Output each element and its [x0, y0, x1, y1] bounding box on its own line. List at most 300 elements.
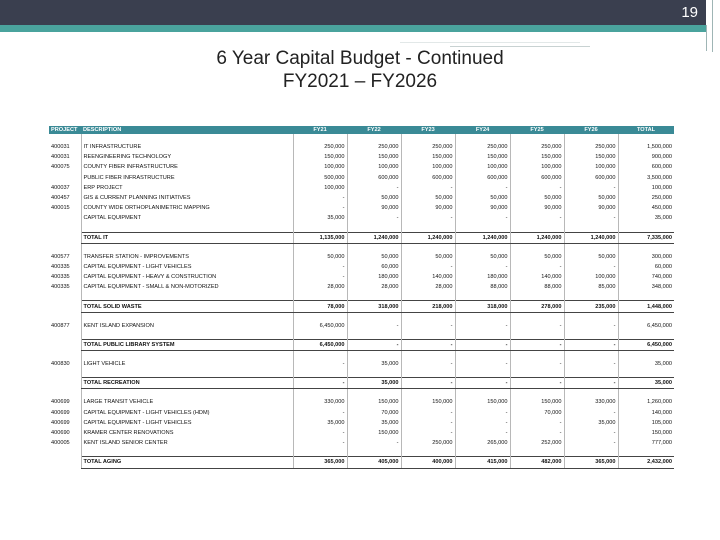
table-cell	[455, 312, 510, 321]
table-row	[49, 262, 674, 272]
amount-cell: 600,000	[347, 173, 401, 183]
table-cell	[401, 369, 455, 378]
project-code-cell	[49, 301, 81, 312]
table-cell	[49, 389, 81, 398]
table-cell	[564, 369, 618, 378]
total-cell: 1,448,000	[618, 301, 674, 312]
amount-cell: 1,240,000	[455, 232, 510, 243]
amount-cell: 90,000	[401, 203, 455, 213]
amount-cell: 88,000	[510, 282, 564, 292]
amount-cell: 100,000	[293, 183, 347, 193]
amount-cell: 150,000	[455, 397, 510, 407]
title-line-1: 6 Year Capital Budget - Continued	[216, 48, 504, 69]
amount-cell: -	[510, 321, 564, 331]
description-cell: TRANSFER STATION - IMPROVEMENTS	[81, 252, 293, 262]
description-cell: KENT ISLAND SENIOR CENTER	[81, 438, 293, 448]
project-code-cell: 400015	[51, 205, 70, 212]
amount-cell: 1,240,000	[347, 232, 401, 243]
table-cell	[81, 134, 293, 142]
header-fy23: FY23	[401, 126, 455, 134]
amount-cell: -	[564, 262, 618, 272]
amount-cell: 150,000	[293, 152, 347, 162]
page-number: 19	[681, 4, 698, 21]
amount-cell: 150,000	[347, 152, 401, 162]
amount-cell: -	[510, 183, 564, 193]
amount-cell: -	[293, 438, 347, 448]
amount-cell: 250,000	[401, 142, 455, 152]
description-cell: COUNTY FIBER INFRASTRUCTURE	[81, 162, 293, 172]
amount-cell: 218,000	[401, 301, 455, 312]
table-cell	[81, 224, 293, 233]
total-cell: 1,260,000	[618, 397, 674, 407]
total-cell: 105,000	[618, 418, 674, 428]
amount-cell: 400,000	[401, 457, 455, 468]
table-cell	[564, 312, 618, 321]
amount-cell: 50,000	[510, 193, 564, 203]
project-code-cell	[49, 173, 81, 183]
table-cell	[49, 351, 81, 360]
amount-cell: 35,000	[564, 418, 618, 428]
table-cell	[455, 243, 510, 252]
table-cell	[293, 351, 347, 360]
table-cell	[81, 243, 293, 252]
table-cell	[618, 224, 674, 233]
table-cell	[510, 224, 564, 233]
table-cell	[347, 351, 401, 360]
amount-cell: -	[347, 183, 401, 193]
description-cell: PUBLIC FIBER INFRASTRUCTURE	[81, 173, 293, 183]
amount-cell: 35,000	[293, 418, 347, 428]
amount-cell: 50,000	[401, 252, 455, 262]
project-code-cell: 400690	[51, 430, 70, 437]
description-cell: LARGE TRANSIT VEHICLE	[81, 397, 293, 407]
table-cell	[347, 448, 401, 457]
description-cell: TOTAL PUBLIC LIBRARY SYSTEM	[81, 339, 293, 350]
amount-cell: -	[455, 183, 510, 193]
table-row	[49, 408, 674, 418]
amount-cell: 250,000	[510, 142, 564, 152]
table-cell	[455, 369, 510, 378]
description-cell: IT INFRASTRUCTURE	[81, 142, 293, 152]
table-cell	[49, 243, 81, 252]
amount-cell: 50,000	[293, 252, 347, 262]
amount-cell: 90,000	[510, 203, 564, 213]
total-cell: 2,432,000	[618, 457, 674, 468]
table-cell	[455, 448, 510, 457]
amount-cell: -	[455, 213, 510, 223]
amount-cell: 35,000	[347, 418, 401, 428]
project-code-cell: 400877	[51, 322, 70, 329]
description-cell: CAPITAL EQUIPMENT - SMALL & NON-MOTORIZED	[81, 282, 293, 292]
project-code-cell: 400335	[51, 284, 70, 291]
amount-cell: 252,000	[510, 438, 564, 448]
table-cell	[618, 243, 674, 252]
amount-cell: -	[510, 428, 564, 438]
table-row	[49, 321, 674, 331]
table-cell	[564, 351, 618, 360]
amount-cell: 600,000	[401, 173, 455, 183]
amount-cell: 35,000	[347, 359, 401, 369]
table-cell	[564, 331, 618, 340]
amount-cell: 70,000	[510, 408, 564, 418]
amount-cell: -	[401, 408, 455, 418]
table-cell	[510, 369, 564, 378]
table-row	[49, 428, 674, 438]
table-cell	[455, 134, 510, 142]
project-code-cell: 400031	[51, 144, 70, 151]
amount-cell: -	[401, 378, 455, 389]
header-project: PROJECT	[49, 126, 81, 134]
table-spacer-row	[49, 351, 674, 360]
amount-cell: 600,000	[510, 173, 564, 183]
amount-cell: -	[347, 321, 401, 331]
description-cell: ERP PROJECT	[81, 183, 293, 193]
header-fy21: FY21	[293, 126, 347, 134]
amount-cell: 405,000	[347, 457, 401, 468]
table-cell	[401, 292, 455, 301]
table-spacer-row	[49, 331, 674, 340]
project-code-cell	[49, 339, 81, 350]
table-cell	[49, 369, 81, 378]
table-cell	[564, 292, 618, 301]
amount-cell: -	[564, 428, 618, 438]
table-spacer-row	[49, 224, 674, 233]
amount-cell: 90,000	[455, 203, 510, 213]
amount-cell: 318,000	[347, 301, 401, 312]
amount-cell: -	[293, 272, 347, 282]
amount-cell: -	[455, 262, 510, 272]
amount-cell: -	[564, 359, 618, 369]
table-cell	[564, 224, 618, 233]
description-cell: KRAMER CENTER RENOVATIONS	[81, 428, 293, 438]
description-cell: TOTAL IT	[81, 232, 293, 243]
amount-cell: -	[401, 213, 455, 223]
table-cell	[564, 389, 618, 398]
table-total-row	[49, 301, 674, 312]
table-cell	[510, 292, 564, 301]
amount-cell: 85,000	[564, 282, 618, 292]
decorative-line	[712, 0, 713, 52]
description-cell: COUNTY WIDE ORTHOPLANIMETRIC MAPPING	[81, 203, 293, 213]
table-row	[49, 173, 674, 183]
table-spacer-row	[49, 448, 674, 457]
table-row	[49, 193, 674, 203]
amount-cell: 35,000	[293, 213, 347, 223]
table-cell	[347, 331, 401, 340]
amount-cell: -	[510, 418, 564, 428]
header-description: DESCRIPTION	[81, 126, 293, 134]
total-cell: 348,000	[618, 282, 674, 292]
project-code-cell: 400335	[51, 274, 70, 281]
amount-cell: -	[510, 359, 564, 369]
amount-cell: -	[510, 262, 564, 272]
table-spacer-row	[49, 389, 674, 398]
amount-cell: -	[401, 428, 455, 438]
table-cell	[510, 312, 564, 321]
project-code-cell: 400457	[51, 195, 70, 202]
amount-cell: -	[564, 183, 618, 193]
project-code-cell	[49, 457, 81, 468]
amount-cell: 150,000	[510, 397, 564, 407]
project-code-cell	[49, 232, 81, 243]
table-cell	[347, 292, 401, 301]
project-code-cell: 400699	[51, 399, 70, 406]
amount-cell: 140,000	[401, 272, 455, 282]
table-row	[49, 142, 674, 152]
amount-cell: -	[401, 359, 455, 369]
amount-cell: 6,450,000	[293, 339, 347, 350]
project-code-cell: 400031	[51, 154, 70, 161]
table-cell	[455, 224, 510, 233]
amount-cell: 180,000	[347, 272, 401, 282]
description-cell: GIS & CURRENT PLANNING INITIATIVES	[81, 193, 293, 203]
table-cell	[293, 312, 347, 321]
amount-cell: 150,000	[347, 397, 401, 407]
amount-cell: 265,000	[455, 438, 510, 448]
description-cell: KENT ISLAND EXPANSION	[81, 321, 293, 331]
amount-cell: 100,000	[564, 272, 618, 282]
amount-cell: 140,000	[510, 272, 564, 282]
header-total: TOTAL	[618, 126, 674, 134]
amount-cell: -	[564, 321, 618, 331]
header-fy24: FY24	[455, 126, 510, 134]
top-accent-bar	[0, 25, 706, 32]
table-cell	[564, 134, 618, 142]
amount-cell: 318,000	[455, 301, 510, 312]
table-header-row	[49, 126, 674, 134]
amount-cell: -	[293, 203, 347, 213]
amount-cell: 6,450,000	[293, 321, 347, 331]
amount-cell: 28,000	[401, 282, 455, 292]
amount-cell: 28,000	[293, 282, 347, 292]
description-cell: CAPITAL EQUIPMENT - HEAVY & CONSTRUCTION	[81, 272, 293, 282]
amount-cell: 50,000	[455, 193, 510, 203]
amount-cell: 100,000	[401, 162, 455, 172]
total-cell: 1,500,000	[618, 142, 674, 152]
amount-cell: -	[347, 438, 401, 448]
table-cell	[81, 448, 293, 457]
table-row	[49, 252, 674, 262]
table-total-row	[49, 378, 674, 389]
table-cell	[510, 134, 564, 142]
amount-cell: 150,000	[401, 152, 455, 162]
amount-cell: 1,240,000	[564, 232, 618, 243]
table-spacer-row	[49, 134, 674, 142]
table-cell	[81, 389, 293, 398]
amount-cell: 28,000	[347, 282, 401, 292]
table-cell	[81, 312, 293, 321]
table-cell	[510, 331, 564, 340]
table-cell	[455, 351, 510, 360]
table-cell	[49, 448, 81, 457]
amount-cell: -	[401, 321, 455, 331]
description-cell: LIGHT VEHICLE	[81, 359, 293, 369]
table-spacer-row	[49, 243, 674, 252]
amount-cell: 365,000	[293, 457, 347, 468]
project-code-cell	[49, 378, 81, 389]
project-code-cell: 400075	[51, 164, 70, 171]
table-cell	[401, 351, 455, 360]
table-cell	[618, 389, 674, 398]
amount-cell: -	[455, 428, 510, 438]
amount-cell: -	[510, 339, 564, 350]
table-cell	[81, 351, 293, 360]
amount-cell: -	[510, 213, 564, 223]
header-fy25: FY25	[510, 126, 564, 134]
total-cell: 35,000	[618, 359, 674, 369]
table-cell	[618, 312, 674, 321]
table-cell	[293, 224, 347, 233]
total-cell: 100,000	[618, 183, 674, 193]
project-code-cell: 400699	[51, 409, 70, 416]
amount-cell: 100,000	[293, 162, 347, 172]
description-cell: TOTAL SOLID WASTE	[81, 301, 293, 312]
amount-cell: 415,000	[455, 457, 510, 468]
description-cell: CAPITAL EQUIPMENT	[81, 213, 293, 223]
amount-cell: -	[293, 262, 347, 272]
amount-cell: -	[455, 339, 510, 350]
amount-cell: 235,000	[564, 301, 618, 312]
amount-cell: -	[293, 193, 347, 203]
table-cell	[455, 331, 510, 340]
table-spacer-row	[49, 312, 674, 321]
amount-cell: 50,000	[401, 193, 455, 203]
amount-cell: 250,000	[455, 142, 510, 152]
amount-cell: -	[347, 339, 401, 350]
table-row	[49, 272, 674, 282]
total-cell: 6,450,000	[618, 339, 674, 350]
table-cell	[293, 448, 347, 457]
project-code-cell: 400830	[51, 361, 70, 368]
amount-cell: 600,000	[455, 173, 510, 183]
table-cell	[401, 224, 455, 233]
table-cell	[49, 134, 81, 142]
header-fy26: FY26	[564, 126, 618, 134]
project-code-cell: 400577	[51, 253, 70, 260]
amount-cell: 50,000	[564, 193, 618, 203]
table-cell	[81, 331, 293, 340]
table-total-row	[49, 232, 674, 243]
amount-cell: 150,000	[401, 397, 455, 407]
total-cell: 35,000	[618, 213, 674, 223]
project-code-cell: 400037	[51, 184, 70, 191]
table-row	[49, 162, 674, 172]
total-cell: 450,000	[618, 203, 674, 213]
table-cell	[618, 292, 674, 301]
table-cell	[564, 448, 618, 457]
table-cell	[81, 292, 293, 301]
amount-cell: 250,000	[564, 142, 618, 152]
amount-cell: 150,000	[510, 152, 564, 162]
amount-cell: 50,000	[347, 252, 401, 262]
total-cell: 3,500,000	[618, 173, 674, 183]
table-cell	[293, 292, 347, 301]
table-cell	[293, 243, 347, 252]
capital-budget-table	[49, 126, 674, 469]
amount-cell: -	[564, 408, 618, 418]
amount-cell: -	[564, 438, 618, 448]
table-cell	[455, 292, 510, 301]
amount-cell: 1,240,000	[401, 232, 455, 243]
table-cell	[455, 389, 510, 398]
decorative-line	[400, 42, 580, 43]
total-cell: 7,335,000	[618, 232, 674, 243]
table-cell	[618, 351, 674, 360]
table-body	[49, 134, 674, 468]
project-code-cell: 400005	[51, 440, 70, 447]
table-cell	[401, 312, 455, 321]
table-row	[49, 183, 674, 193]
amount-cell: 330,000	[564, 397, 618, 407]
table-cell	[81, 369, 293, 378]
amount-cell: -	[293, 378, 347, 389]
table-cell	[401, 134, 455, 142]
amount-cell: 150,000	[455, 152, 510, 162]
amount-cell: -	[510, 378, 564, 389]
amount-cell: 100,000	[510, 162, 564, 172]
amount-cell: 88,000	[455, 282, 510, 292]
table-cell	[347, 369, 401, 378]
total-cell: 777,000	[618, 438, 674, 448]
description-cell: TOTAL RECREATION	[81, 378, 293, 389]
header-fy22: FY22	[347, 126, 401, 134]
amount-cell: 50,000	[455, 252, 510, 262]
table-row	[49, 438, 674, 448]
total-cell: 60,000	[618, 262, 674, 272]
table-cell	[618, 134, 674, 142]
table-cell	[293, 331, 347, 340]
table-cell	[510, 351, 564, 360]
total-cell: 600,000	[618, 162, 674, 172]
amount-cell: -	[401, 262, 455, 272]
amount-cell: -	[455, 418, 510, 428]
amount-cell: 150,000	[347, 428, 401, 438]
amount-cell: 90,000	[347, 203, 401, 213]
project-code-cell: 400699	[51, 419, 70, 426]
total-cell: 140,000	[618, 408, 674, 418]
total-cell: 150,000	[618, 428, 674, 438]
description-cell: CAPITAL EQUIPMENT - LIGHT VEHICLES (HDM)	[81, 408, 293, 418]
amount-cell: -	[401, 418, 455, 428]
table-cell	[293, 369, 347, 378]
title-line-2: FY2021 – FY2026	[282, 71, 438, 92]
description-cell: CAPITAL EQUIPMENT - LIGHT VEHICLES	[81, 262, 293, 272]
amount-cell: -	[455, 321, 510, 331]
table-cell	[347, 243, 401, 252]
amount-cell: 180,000	[455, 272, 510, 282]
amount-cell: 60,000	[347, 262, 401, 272]
table-row	[49, 203, 674, 213]
amount-cell: 50,000	[347, 193, 401, 203]
amount-cell: 78,000	[293, 301, 347, 312]
table-row	[49, 418, 674, 428]
table-cell	[347, 224, 401, 233]
project-code-cell: 400335	[51, 263, 70, 270]
amount-cell: -	[401, 339, 455, 350]
slide-title	[0, 47, 720, 93]
table-cell	[401, 448, 455, 457]
table-cell	[49, 331, 81, 340]
amount-cell: 70,000	[347, 408, 401, 418]
amount-cell: -	[564, 378, 618, 389]
total-cell: 6,450,000	[618, 321, 674, 331]
table-cell	[293, 389, 347, 398]
amount-cell: 600,000	[564, 173, 618, 183]
table-cell	[401, 389, 455, 398]
total-cell: 250,000	[618, 193, 674, 203]
amount-cell: 1,135,000	[293, 232, 347, 243]
table-spacer-row	[49, 292, 674, 301]
